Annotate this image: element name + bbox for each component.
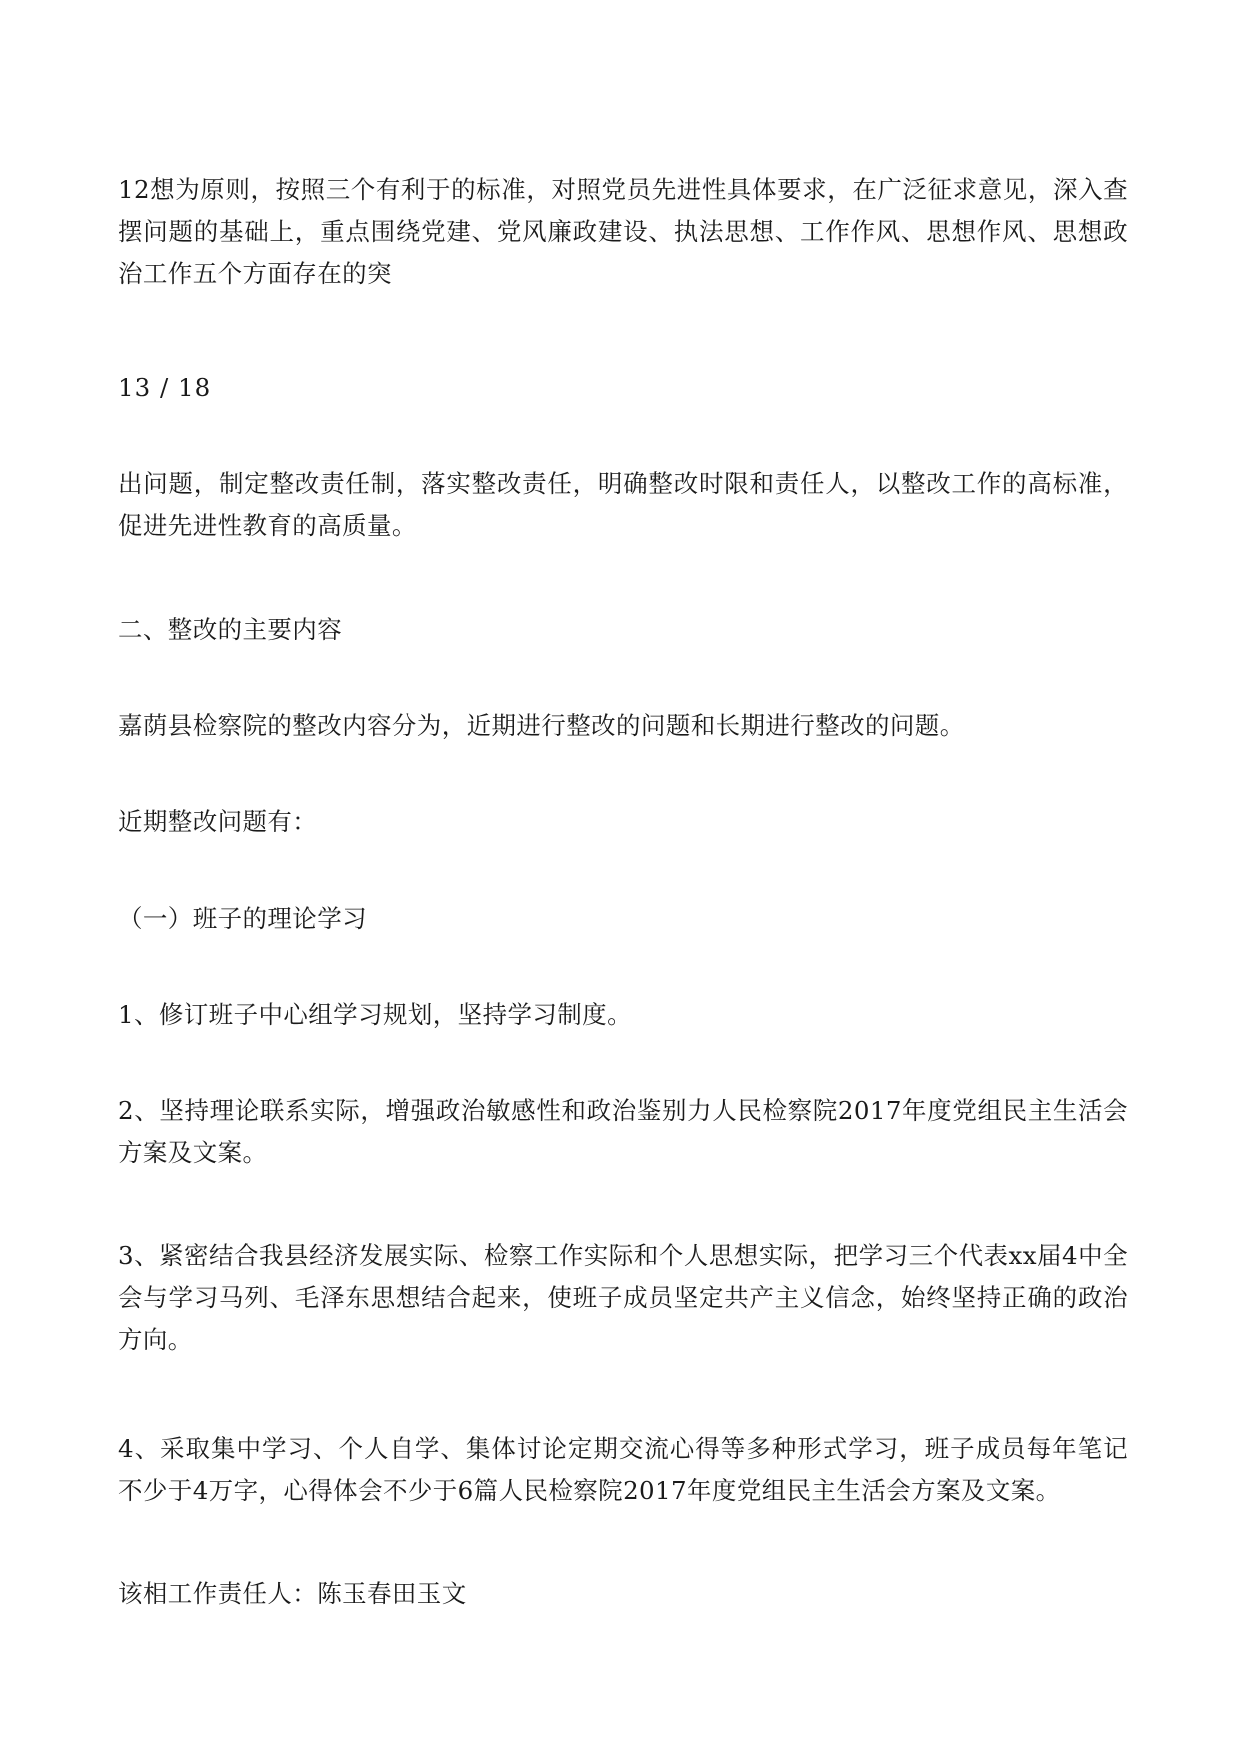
paragraph-content-division: 嘉荫县检察院的整改内容分为，近期进行整改的问题和长期进行整改的问题。 <box>118 711 965 740</box>
responsible-persons: 该相工作责任人：陈玉春田玉文 <box>118 1579 467 1608</box>
list-item-2: 2、坚持理论联系实际，增强政治敏感性和政治鉴别力人民检察院2017年度党组民主生活会方案及文案。 <box>118 1096 1128 1167</box>
section-heading-main-content: 二、整改的主要内容 <box>118 615 343 644</box>
subheading-theory-study: （一）班子的理论学习 <box>118 904 367 933</box>
list-item-4: 4、采取集中学习、个人自学、集体讨论定期交流心得等多种形式学习，班子成员每年笔记不少于4万字，心得体会不少于6篇人民检察院2017年度党组民主生活会方案及文案。 <box>118 1434 1128 1505</box>
page-number: 13 / 18 <box>118 373 212 402</box>
list-item-3: 3、紧密结合我县经济发展实际、检察工作实际和个人思想实际，把学习三个代表xx届4中全会与学习马列、毛泽东思想结合起来，使班子成员坚定共产主义信念，始终坚持正确的政治方向。 <box>118 1241 1128 1354</box>
list-item-1: 1、修订班子中心组学习规划，坚持学习制度。 <box>118 1000 632 1029</box>
paragraph-recent-issues: 近期整改问题有： <box>118 807 318 836</box>
paragraph-problem-summary: 出问题，制定整改责任制，落实整改责任，明确整改时限和责任人，以整改工作的高标准，促进先进性教育的高质量。 <box>118 469 1128 540</box>
paragraph-continued: 12想为原则，按照三个有利于的标准，对照党员先进性具体要求，在广泛征求意见，深入查摆问题的基础上，重点围绕党建、党风廉政建设、执法思想、工作作风、思想作风、思想政治工作五个方面存在的突 <box>118 175 1128 288</box>
